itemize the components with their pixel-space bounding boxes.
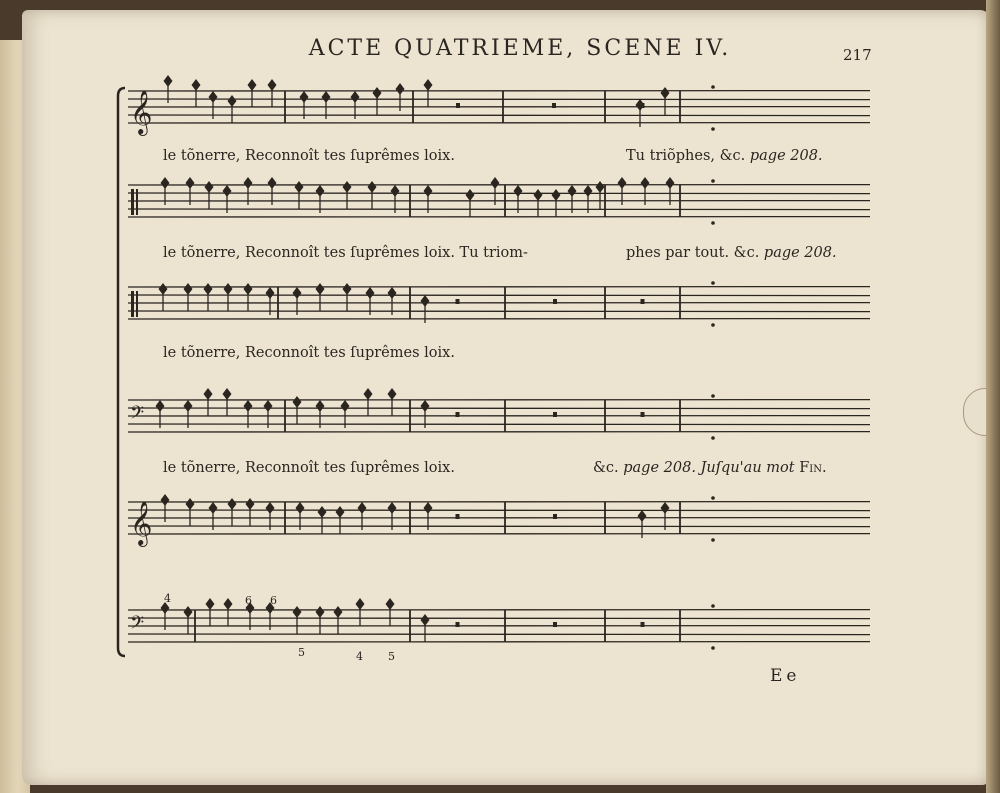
note-head [334,606,343,618]
fermata-dot [711,323,715,327]
note-head [421,295,430,307]
note-head [316,606,325,618]
note-head [295,181,304,193]
figured-bass-numeral: 5 [388,650,395,663]
fermata-dot [711,646,715,650]
rest-mark [456,622,460,627]
note-head [351,91,360,103]
figured-bass-numeral: 5 [298,646,305,659]
note-head [228,498,237,510]
g-clef-icon: 𝄞 [130,501,153,545]
note-head [343,283,352,295]
note-head [373,87,382,99]
note-head [248,79,257,91]
staff-line [128,295,870,296]
note-head [205,181,214,193]
c-clef-icon [131,291,134,317]
note-head [318,506,327,518]
note-head [421,614,430,626]
fermata-dot [711,179,715,183]
staff-line [128,424,870,425]
signature-mark: Ee [770,666,801,686]
staff-line [128,408,870,409]
note-head [224,283,233,295]
note-head [366,287,375,299]
note-head [396,83,405,95]
note-head [223,185,232,197]
note-head [358,502,367,514]
page-title: ACTE QUATRIEME, SCENE IV. [308,36,732,61]
note-head [224,598,233,610]
note-head [161,177,170,189]
note-head [204,283,213,295]
staff-line [128,311,870,312]
note-head [209,502,218,514]
note-head [514,185,523,197]
fermata-dot [711,281,715,285]
note-head [209,91,218,103]
lyric-line: le tõnerre, Reconnoît tes ſuprêmes loix. Tu triom- [163,245,528,261]
note-head [184,400,193,412]
note-head [638,510,647,522]
note-head [388,287,397,299]
fermata-dot [711,221,715,225]
lyric-cross-reference: Tu triõphes, &c. page 208. [626,148,823,164]
staff-line [128,634,870,635]
f-clef-icon: 𝄢 [130,613,145,638]
note-head [316,400,325,412]
figured-bass-numeral: 4 [356,650,363,663]
lyric-cross-reference: phes par tout. &c. page 208. [626,245,837,261]
note-head [186,498,195,510]
note-head [186,177,195,189]
g-clef-icon: 𝄞 [130,90,153,134]
note-head [266,502,275,514]
note-head [534,189,543,201]
note-head [159,283,168,295]
lyric-line: le tõnerre, Reconnoît tes ſuprêmes loix. [163,460,455,476]
rest-mark [456,412,460,417]
c-clef-icon [136,189,138,215]
note-head [228,95,237,107]
rest-mark [641,299,645,304]
staff-line [128,99,870,100]
note-head [293,287,302,299]
note-head [368,181,377,193]
note-head [388,502,397,514]
note-head [568,185,577,197]
rest-mark [552,103,556,108]
rest-mark [456,514,460,519]
note-head [584,185,593,197]
note-head [296,502,305,514]
rest-mark [553,299,557,304]
note-head [386,598,395,610]
lyric-line: le tõnerre, Reconnoît tes ſuprêmes loix. [163,148,455,164]
note-head [246,498,255,510]
note-head [244,283,253,295]
note-head [661,87,670,99]
rest-mark [553,622,557,627]
note-head [424,79,433,91]
note-head [268,177,277,189]
staff-line [128,115,870,116]
note-head [300,91,309,103]
note-head [192,79,201,91]
rest-mark [641,622,645,627]
fermata-dot [711,604,715,608]
lyric-line: le tõnerre, Reconnoît tes ſuprêmes loix. [163,345,455,361]
staff-line [128,209,870,210]
note-head [466,189,475,201]
note-head [424,502,433,514]
note-head [204,388,213,400]
note-head [184,606,193,618]
note-head [266,287,275,299]
note-head [164,75,173,87]
note-head [636,99,645,111]
note-head [356,598,365,610]
note-head [206,598,215,610]
lyric-cross-reference: &c. page 208. Juſqu'au mot Fin. [593,460,827,476]
fermata-dot [711,496,715,500]
note-head [491,177,500,189]
system-brace [118,88,125,656]
note-head [391,185,400,197]
fermata-dot [711,85,715,89]
note-head [316,283,325,295]
figured-bass-numeral: 6 [245,594,252,607]
rest-mark [553,514,557,519]
c-clef-icon [131,189,134,215]
note-head [364,388,373,400]
note-head [156,400,165,412]
note-head [244,400,253,412]
staff-line [128,193,870,194]
fermata-dot [711,538,715,542]
c-clef-icon [136,291,138,317]
note-head [161,494,170,506]
note-head [322,91,331,103]
fermata-dot [711,127,715,131]
note-head [293,606,302,618]
note-head [264,400,273,412]
note-head [618,177,627,189]
fermata-dot [711,394,715,398]
rest-mark [553,412,557,417]
note-head [388,388,397,400]
rest-mark [456,299,460,304]
fermata-dot [711,436,715,440]
note-head [421,400,430,412]
rest-mark [641,412,645,417]
note-head [184,283,193,295]
note-head [596,181,605,193]
staff-line [128,618,870,619]
note-head [341,400,350,412]
note-head [343,181,352,193]
figured-bass-numeral: 4 [164,592,171,605]
figured-bass-numeral: 6 [270,594,277,607]
note-head [244,177,253,189]
page-number: 217 [843,46,872,64]
note-head [666,177,675,189]
note-head [293,396,302,408]
note-head [661,502,670,514]
staff-line [128,510,870,511]
note-head [268,79,277,91]
note-head [552,189,561,201]
note-head [223,388,232,400]
note-head [316,185,325,197]
note-head [641,177,650,189]
staff-line [128,526,870,527]
note-head [424,185,433,197]
note-head [336,506,345,518]
f-clef-icon: 𝄢 [130,403,145,428]
rest-mark [456,103,460,108]
